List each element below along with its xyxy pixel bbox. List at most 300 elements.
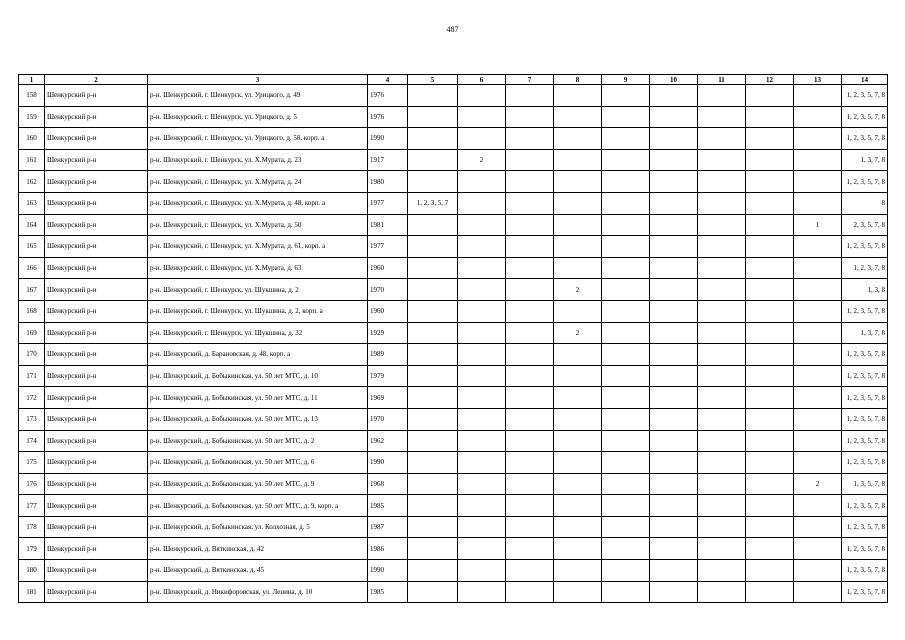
col10-cell [650, 214, 698, 236]
column-header: 7 [506, 75, 554, 85]
row-number-cell: 173 [19, 408, 45, 430]
col10-cell [650, 430, 698, 452]
col10-cell [650, 257, 698, 279]
col9-cell [602, 149, 650, 171]
column-header: 6 [458, 75, 506, 85]
col10-cell [650, 192, 698, 214]
row-number-cell: 161 [19, 149, 45, 171]
col13-cell [794, 452, 842, 474]
address-cell: р-н. Шенкурский, д. Бобыкинская, ул. 50 лет МТС, д. 13 [148, 408, 368, 430]
column-header: 1 [19, 75, 45, 85]
col8-cell: 2 [554, 279, 602, 301]
row-number-cell: 179 [19, 538, 45, 560]
col6-cell [458, 322, 506, 344]
col8-cell [554, 257, 602, 279]
col8-cell [554, 149, 602, 171]
col11-cell [698, 149, 746, 171]
row-number-cell: 162 [19, 171, 45, 193]
col13-cell [794, 365, 842, 387]
col7-cell [506, 149, 554, 171]
table-row [19, 430, 888, 452]
col13-cell [794, 344, 842, 366]
col8-cell [554, 387, 602, 409]
col12-cell [746, 149, 794, 171]
row-number-cell: 181 [19, 581, 45, 603]
col7-cell [506, 344, 554, 366]
district-cell: Шенкурский р-н [45, 300, 148, 322]
col7-cell [506, 236, 554, 258]
year-cell: 1917 [368, 149, 408, 171]
col6-cell: 2 [458, 149, 506, 171]
col8-cell [554, 473, 602, 495]
row-number-cell: 177 [19, 495, 45, 517]
district-cell: Шенкурский р-н [45, 236, 148, 258]
district-cell: Шенкурский р-н [45, 171, 148, 193]
year-cell: 1976 [368, 85, 408, 107]
address-cell: р-н. Шенкурский, д. Вяткинская, д. 45 [148, 560, 368, 582]
col12-cell [746, 257, 794, 279]
col12-cell [746, 106, 794, 128]
col13-cell: 1 [794, 214, 842, 236]
col11-cell [698, 171, 746, 193]
column-header: 2 [45, 75, 148, 85]
address-cell: р-н. Шенкурский, д. Вяткинская, д. 42 [148, 538, 368, 560]
column-header: 4 [368, 75, 408, 85]
col12-cell [746, 300, 794, 322]
col9-cell [602, 128, 650, 150]
table-row [19, 300, 888, 322]
col10-cell [650, 322, 698, 344]
col9-cell [602, 279, 650, 301]
col5-cell [408, 236, 458, 258]
col6-cell [458, 106, 506, 128]
col6-cell [458, 279, 506, 301]
col8-cell [554, 214, 602, 236]
address-cell: р-н. Шенкурский, д. Бобыкинская, ул. Колхозная, д. 5 [148, 516, 368, 538]
district-cell: Шенкурский р-н [45, 85, 148, 107]
col7-cell [506, 365, 554, 387]
col7-cell [506, 300, 554, 322]
col11-cell [698, 322, 746, 344]
address-cell: р-н. Шенкурский, г. Шенкурск, ул. Х.Мурата, д. 50 [148, 214, 368, 236]
col5-cell [408, 581, 458, 603]
col12-cell [746, 408, 794, 430]
col5-cell [408, 257, 458, 279]
col10-cell [650, 85, 698, 107]
table-row [19, 387, 888, 409]
col12-cell [746, 128, 794, 150]
col9-cell [602, 560, 650, 582]
col7-cell [506, 408, 554, 430]
year-cell: 1970 [368, 408, 408, 430]
col5-cell [408, 365, 458, 387]
col6-cell [458, 408, 506, 430]
address-cell: р-н. Шенкурский, д. Бобыкинская, ул. 50 лет МТС, д. 2 [148, 430, 368, 452]
col5-cell [408, 538, 458, 560]
district-cell: Шенкурский р-н [45, 365, 148, 387]
year-cell: 1960 [368, 300, 408, 322]
year-cell: 1981 [368, 214, 408, 236]
col6-cell [458, 430, 506, 452]
address-cell: р-н. Шенкурский, г. Шенкурск, ул. Х.Мурата, д. 23 [148, 149, 368, 171]
row-number-cell: 176 [19, 473, 45, 495]
col5-cell [408, 344, 458, 366]
row-number-cell: 160 [19, 128, 45, 150]
col6-cell [458, 257, 506, 279]
col6-cell [458, 85, 506, 107]
col14-cell: 1, 3, 5, 7, 8 [842, 473, 888, 495]
col10-cell [650, 106, 698, 128]
address-cell: р-н. Шенкурский, г. Шенкурск, ул. Х.Мурата, д. 61, корп. а [148, 236, 368, 258]
col10-cell [650, 516, 698, 538]
row-number-cell: 172 [19, 387, 45, 409]
col10-cell [650, 581, 698, 603]
col8-cell [554, 344, 602, 366]
row-number-cell: 170 [19, 344, 45, 366]
col13-cell [794, 171, 842, 193]
col12-cell [746, 85, 794, 107]
year-cell: 1987 [368, 516, 408, 538]
col9-cell [602, 516, 650, 538]
col10-cell [650, 279, 698, 301]
table-row [19, 214, 888, 236]
col5-cell [408, 171, 458, 193]
col7-cell [506, 560, 554, 582]
col6-cell [458, 365, 506, 387]
col5-cell [408, 149, 458, 171]
district-cell: Шенкурский р-н [45, 387, 148, 409]
table-row [19, 516, 888, 538]
col13-cell [794, 322, 842, 344]
table-row [19, 322, 888, 344]
col5-cell [408, 430, 458, 452]
col10-cell [650, 452, 698, 474]
col7-cell [506, 452, 554, 474]
district-cell: Шенкурский р-н [45, 214, 148, 236]
table-row [19, 257, 888, 279]
col7-cell [506, 473, 554, 495]
col9-cell [602, 106, 650, 128]
col11-cell [698, 452, 746, 474]
district-cell: Шенкурский р-н [45, 560, 148, 582]
col9-cell [602, 300, 650, 322]
col13-cell [794, 516, 842, 538]
address-cell: р-н. Шенкурский, г. Шенкурск, ул. Х.Мурата, д. 63 [148, 257, 368, 279]
col7-cell [506, 257, 554, 279]
col9-cell [602, 322, 650, 344]
district-cell: Шенкурский р-н [45, 581, 148, 603]
col7-cell [506, 85, 554, 107]
col7-cell [506, 279, 554, 301]
col13-cell [794, 408, 842, 430]
district-cell: Шенкурский р-н [45, 538, 148, 560]
col14-cell: 1, 2, 3, 5, 7, 8 [842, 236, 888, 258]
col10-cell [650, 560, 698, 582]
col11-cell [698, 560, 746, 582]
table-row [19, 560, 888, 582]
col13-cell [794, 430, 842, 452]
col5-cell [408, 106, 458, 128]
col13-cell [794, 495, 842, 517]
col13-cell [794, 300, 842, 322]
col14-cell: 8 [842, 192, 888, 214]
address-cell: р-н. Шенкурский, д. Барановская, д. 48, корп. а [148, 344, 368, 366]
col9-cell [602, 581, 650, 603]
col8-cell [554, 236, 602, 258]
address-cell: р-н. Шенкурский, г. Шенкурск, ул. Урицкого, д. 5 [148, 106, 368, 128]
col7-cell [506, 192, 554, 214]
col10-cell [650, 236, 698, 258]
col8-cell [554, 430, 602, 452]
col11-cell [698, 279, 746, 301]
col10-cell [650, 495, 698, 517]
col7-cell [506, 495, 554, 517]
col8-cell [554, 300, 602, 322]
col5-cell [408, 85, 458, 107]
table-body [19, 85, 888, 603]
address-cell: р-н. Шенкурский, г. Шенкурск, ул. Х.Мурата, д. 24 [148, 171, 368, 193]
col14-cell: 1, 2, 3, 5, 7, 8 [842, 538, 888, 560]
col13-cell [794, 538, 842, 560]
table-row [19, 149, 888, 171]
col6-cell [458, 171, 506, 193]
address-cell: р-н. Шенкурский, д. Никифоровская, ул. Ленина, д. 10 [148, 581, 368, 603]
col6-cell [458, 473, 506, 495]
row-number-cell: 178 [19, 516, 45, 538]
year-cell: 1990 [368, 560, 408, 582]
col8-cell [554, 85, 602, 107]
column-header: 14 [842, 75, 888, 85]
col6-cell [458, 560, 506, 582]
year-cell: 1968 [368, 473, 408, 495]
year-cell: 1990 [368, 128, 408, 150]
col11-cell [698, 344, 746, 366]
district-cell: Шенкурский р-н [45, 192, 148, 214]
col9-cell [602, 171, 650, 193]
column-header: 3 [148, 75, 368, 85]
column-header: 13 [794, 75, 842, 85]
year-cell: 1929 [368, 322, 408, 344]
col10-cell [650, 538, 698, 560]
table-row [19, 344, 888, 366]
col14-cell: 1, 2, 3, 5, 7, 8 [842, 106, 888, 128]
col13-cell [794, 192, 842, 214]
col11-cell [698, 495, 746, 517]
col12-cell [746, 560, 794, 582]
col5-cell [408, 408, 458, 430]
row-number-cell: 164 [19, 214, 45, 236]
table-row [19, 365, 888, 387]
row-number-cell: 159 [19, 106, 45, 128]
address-cell: р-н. Шенкурский, г. Шенкурск, ул. Шукшина, д. 32 [148, 322, 368, 344]
col11-cell [698, 516, 746, 538]
col8-cell [554, 106, 602, 128]
row-number-cell: 175 [19, 452, 45, 474]
year-cell: 1990 [368, 452, 408, 474]
col8-cell [554, 495, 602, 517]
col14-cell: 1, 2, 3, 5, 7, 8 [842, 452, 888, 474]
col13-cell: 2 [794, 473, 842, 495]
col14-cell: 1, 2, 3, 5, 7, 8 [842, 581, 888, 603]
year-cell: 1977 [368, 192, 408, 214]
col8-cell [554, 365, 602, 387]
col12-cell [746, 236, 794, 258]
col13-cell [794, 560, 842, 582]
row-number-cell: 174 [19, 430, 45, 452]
col13-cell [794, 106, 842, 128]
address-cell: р-н. Шенкурский, д. Бобыкинская, ул. 50 лет МТС, д. 10 [148, 365, 368, 387]
col10-cell [650, 408, 698, 430]
address-cell: р-н. Шенкурский, д. Бобыкинская, ул. 50 лет МТС, д. 9, корп. а [148, 495, 368, 517]
col7-cell [506, 171, 554, 193]
row-number-cell: 168 [19, 300, 45, 322]
col6-cell [458, 495, 506, 517]
col14-cell: 1, 2, 3, 5, 7, 8 [842, 300, 888, 322]
year-cell: 1980 [368, 171, 408, 193]
row-number-cell: 167 [19, 279, 45, 301]
table-row [19, 85, 888, 107]
col6-cell [458, 516, 506, 538]
row-number-cell: 180 [19, 560, 45, 582]
district-cell: Шенкурский р-н [45, 344, 148, 366]
col9-cell [602, 538, 650, 560]
col12-cell [746, 279, 794, 301]
column-header: 9 [602, 75, 650, 85]
col12-cell [746, 473, 794, 495]
year-cell: 1970 [368, 279, 408, 301]
col6-cell [458, 581, 506, 603]
housing-registry-table [18, 74, 888, 603]
col7-cell [506, 430, 554, 452]
col13-cell [794, 257, 842, 279]
col5-cell [408, 279, 458, 301]
district-cell: Шенкурский р-н [45, 430, 148, 452]
col14-cell: 1, 3, 7, 8 [842, 149, 888, 171]
column-header: 11 [698, 75, 746, 85]
col7-cell [506, 322, 554, 344]
col14-cell: 1, 2, 3, 5, 7, 8 [842, 495, 888, 517]
col11-cell [698, 85, 746, 107]
col9-cell [602, 236, 650, 258]
row-number-cell: 171 [19, 365, 45, 387]
col11-cell [698, 581, 746, 603]
col12-cell [746, 214, 794, 236]
col8-cell [554, 560, 602, 582]
col9-cell [602, 257, 650, 279]
col11-cell [698, 408, 746, 430]
year-cell: 1985 [368, 495, 408, 517]
address-cell: р-н. Шенкурский, д. Бобыкинская, ул. 50 лет МТС, д. 6 [148, 452, 368, 474]
table-row [19, 106, 888, 128]
col8-cell [554, 516, 602, 538]
col10-cell [650, 473, 698, 495]
table-row [19, 128, 888, 150]
col12-cell [746, 430, 794, 452]
col7-cell [506, 128, 554, 150]
col14-cell: 1, 2, 3, 5, 7, 8 [842, 408, 888, 430]
address-cell: р-н. Шенкурский, г. Шенкурск, ул. Шукшина, д. 2 [148, 279, 368, 301]
col5-cell [408, 473, 458, 495]
col6-cell [458, 236, 506, 258]
col12-cell [746, 452, 794, 474]
district-cell: Шенкурский р-н [45, 322, 148, 344]
col6-cell [458, 214, 506, 236]
col14-cell: 1, 2, 3, 5, 7, 8 [842, 516, 888, 538]
year-cell: 1976 [368, 106, 408, 128]
col6-cell [458, 387, 506, 409]
col11-cell [698, 473, 746, 495]
col10-cell [650, 300, 698, 322]
col12-cell [746, 387, 794, 409]
col6-cell [458, 344, 506, 366]
col12-cell [746, 365, 794, 387]
col9-cell [602, 214, 650, 236]
col11-cell [698, 128, 746, 150]
col10-cell [650, 387, 698, 409]
table-header-row [19, 75, 888, 85]
col10-cell [650, 365, 698, 387]
col9-cell [602, 473, 650, 495]
col6-cell [458, 192, 506, 214]
col14-cell: 1, 3, 7, 8 [842, 322, 888, 344]
district-cell: Шенкурский р-н [45, 149, 148, 171]
district-cell: Шенкурский р-н [45, 128, 148, 150]
col8-cell [554, 581, 602, 603]
col8-cell: 2 [554, 322, 602, 344]
col5-cell [408, 128, 458, 150]
column-header: 12 [746, 75, 794, 85]
col9-cell [602, 452, 650, 474]
col14-cell: 1, 2, 3, 5, 7, 8 [842, 85, 888, 107]
year-cell: 1989 [368, 344, 408, 366]
col5-cell [408, 387, 458, 409]
table-row [19, 236, 888, 258]
col11-cell [698, 300, 746, 322]
col8-cell [554, 128, 602, 150]
col6-cell [458, 128, 506, 150]
col12-cell [746, 192, 794, 214]
table-row [19, 473, 888, 495]
col14-cell: 2, 3, 5, 7, 8 [842, 214, 888, 236]
col8-cell [554, 538, 602, 560]
col13-cell [794, 581, 842, 603]
table-row [19, 538, 888, 560]
col9-cell [602, 408, 650, 430]
district-cell: Шенкурский р-н [45, 516, 148, 538]
col8-cell [554, 452, 602, 474]
table-row [19, 495, 888, 517]
col11-cell [698, 538, 746, 560]
col9-cell [602, 85, 650, 107]
district-cell: Шенкурский р-н [45, 473, 148, 495]
address-cell: р-н. Шенкурский, д. Бобыкинская, ул. 50 лет МТС, д. 9 [148, 473, 368, 495]
address-cell: р-н. Шенкурский, г. Шенкурск, ул. Х.Мурата, д. 48, корп. а [148, 192, 368, 214]
col9-cell [602, 365, 650, 387]
col7-cell [506, 106, 554, 128]
col12-cell [746, 581, 794, 603]
year-cell: 1969 [368, 387, 408, 409]
page-number: 487 [446, 25, 459, 34]
col11-cell [698, 430, 746, 452]
col6-cell [458, 452, 506, 474]
col5-cell [408, 495, 458, 517]
table-row [19, 279, 888, 301]
col14-cell: 1, 2, 3, 5, 7, 8 [842, 430, 888, 452]
col10-cell [650, 149, 698, 171]
col11-cell [698, 214, 746, 236]
col14-cell: 1, 2, 3, 5, 7, 8 [842, 128, 888, 150]
address-cell: р-н. Шенкурский, г. Шенкурск, ул. Урицкого, д. 58, корп. а [148, 128, 368, 150]
